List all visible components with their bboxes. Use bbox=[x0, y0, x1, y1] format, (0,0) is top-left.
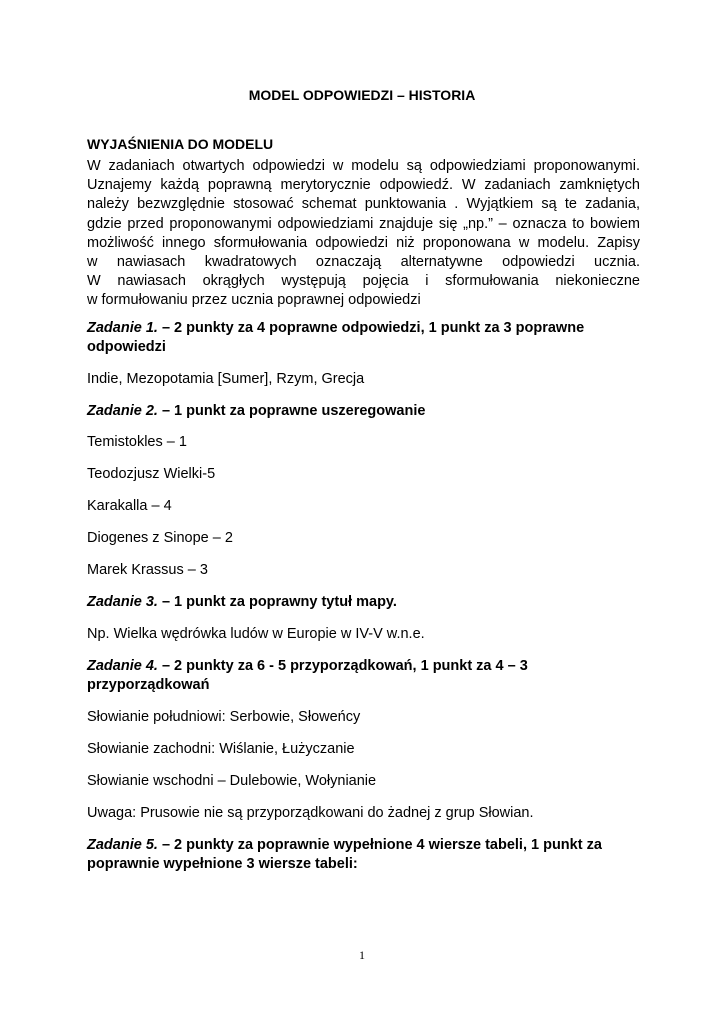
task-criteria: – 1 punkt za poprawne uszeregowanie bbox=[157, 402, 426, 419]
task-1-answer: Indie, Mezopotamia [Sumer], Rzym, Grecja bbox=[87, 370, 365, 387]
explanations-line: możliwość innego sformułowania odpowiedzi niż proponowana w modelu. Zapisy bbox=[87, 234, 640, 251]
explanations-line: W zadaniach otwartych odpowiedzi w modelu są odpowiedziami proponowanymi. bbox=[87, 158, 640, 174]
task-2-heading bbox=[87, 402, 640, 422]
task-label: Zadanie 3. bbox=[87, 594, 158, 611]
task-2-answer: Temistokles – 1 bbox=[87, 434, 187, 451]
explanations-paragraph bbox=[87, 157, 640, 311]
task-4-note: Uwaga: Prusowie nie są przyporządkowani do żadnej z grup Słowian. bbox=[87, 804, 534, 821]
explanations-line: w formułowaniu przez ucznia poprawnej odpowiedzi bbox=[87, 292, 421, 309]
page-number: 1 bbox=[359, 948, 365, 962]
explanations-line: należy bezwzględnie stosować schemat punktowania . Wyjątkiem są te zadania, bbox=[87, 196, 640, 213]
task-5-heading bbox=[87, 836, 640, 875]
explanations-line: w nawiasach kwadratowych oznaczają alternatywne odpowiedzi ucznia. bbox=[87, 254, 640, 271]
task-4-answer: Słowianie południowi: Serbowie, Słoweńcy bbox=[87, 708, 361, 725]
task-4-heading bbox=[87, 657, 640, 696]
task-criteria: – 1 punkt za poprawny tytuł mapy. bbox=[157, 594, 397, 611]
task-3-heading bbox=[87, 593, 640, 613]
document-title: MODEL ODPOWIEDZI – HISTORIA bbox=[248, 87, 476, 103]
task-2-answer: Karakalla – 4 bbox=[87, 498, 172, 515]
task-2-answer: Teodozjusz Wielki-5 bbox=[87, 466, 216, 483]
explanations-line: Uznajemy każdą poprawną merytorycznie odpowiedź. W zadaniach zamkniętych bbox=[87, 177, 640, 194]
task-label: Zadanie 2. bbox=[87, 402, 158, 419]
task-label: Zadanie 4. bbox=[87, 657, 158, 674]
explanations-heading: WYJAŚNIENIA DO MODELU bbox=[87, 136, 274, 152]
task-4-answer: Słowianie zachodni: Wiślanie, Łużyczanie bbox=[87, 740, 355, 757]
explanations-line: W nawiasach okrągłych występują pojęcia i sformułowania niekonieczne bbox=[87, 273, 640, 290]
task-criteria: – 2 punkty za 6 - 5 przyporządkowań, 1 punkt za 4 – 3 przyporządkowań bbox=[87, 657, 528, 694]
task-2-answer: Diogenes z Sinope – 2 bbox=[87, 530, 233, 547]
task-1-heading bbox=[87, 319, 640, 358]
task-4-answer: Słowianie wschodni – Dulebowie, Wołynianie bbox=[87, 772, 377, 789]
task-2-answer: Marek Krassus – 3 bbox=[87, 562, 208, 579]
task-criteria: – 2 punkty za 4 poprawne odpowiedzi, 1 punkt za 3 poprawne odpowiedzi bbox=[87, 319, 585, 356]
document-body bbox=[87, 135, 640, 887]
task-label: Zadanie 1. bbox=[87, 319, 158, 336]
task-3-answer: Np. Wielka wędrówka ludów w Europie w IV-V w.n.e. bbox=[87, 625, 425, 642]
task-criteria: – 2 punkty za poprawnie wypełnione 4 wiersze tabeli, 1 punkt za poprawnie wypełnione 3 wiersze tabeli: bbox=[87, 836, 602, 873]
explanations-line: gdzie przed proponowanymi odpowiedziami znajduje się „np.” – oznacza to bowiem bbox=[87, 215, 640, 232]
task-label: Zadanie 5. bbox=[87, 836, 158, 853]
